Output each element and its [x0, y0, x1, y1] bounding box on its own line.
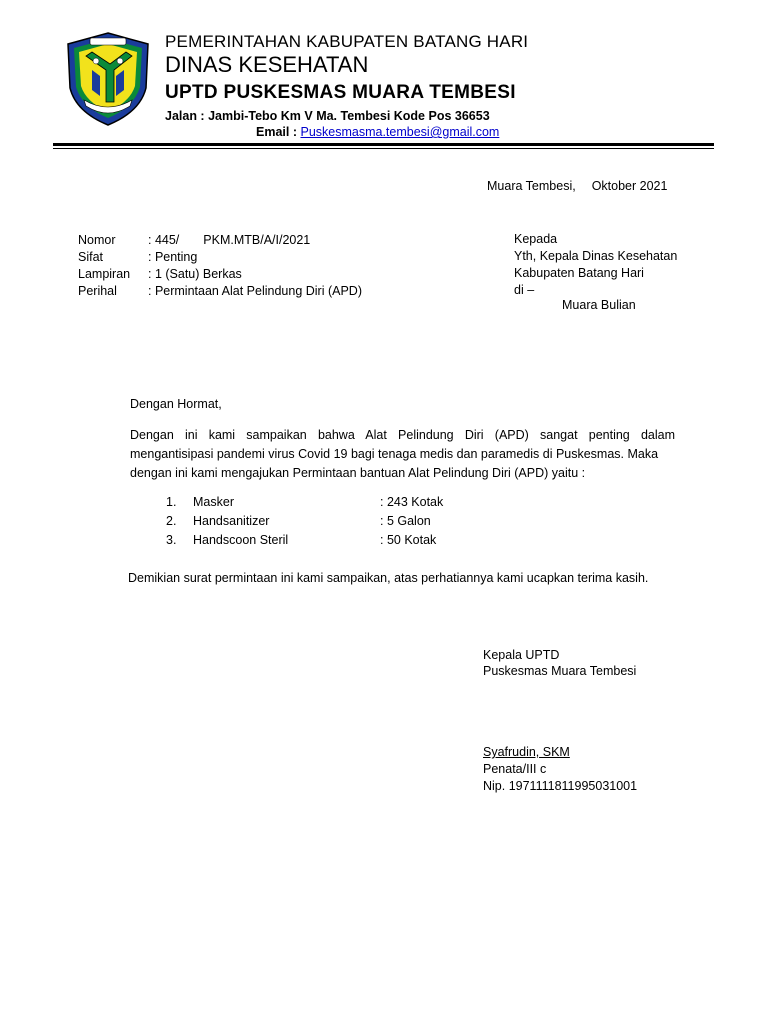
item-name: Masker	[193, 495, 234, 509]
letterhead-government: PEMERINTAHAN KABUPATEN BATANG HARI	[165, 32, 529, 51]
letterhead-rule-thin	[53, 148, 714, 149]
paragraph-last-line: dengan ini kami mengajukan Permintaan bantuan Alat Pelindung Diri (APD) yaitu :	[130, 466, 586, 480]
meta-value-sifat: : Penting	[148, 250, 198, 264]
meta-value-perihal: : Permintaan Alat Pelindung Diri (APD)	[148, 284, 362, 298]
batang-hari-regency-emblem-icon	[62, 30, 154, 128]
meta-label-perihal: Perihal	[78, 284, 117, 298]
item-number: 1.	[166, 495, 177, 509]
meta-label-nomor: Nomor	[78, 233, 116, 247]
signatory-name: Syafrudin, SKM	[483, 745, 570, 759]
item-number: 2.	[166, 514, 177, 528]
letterhead-rule-thick	[53, 143, 714, 146]
recipient-line: di –	[514, 283, 535, 297]
letterhead-department: DINAS KESEHATAN	[165, 52, 369, 77]
recipient-line: Kabupaten Batang Hari	[514, 266, 644, 280]
salutation: Dengan Hormat,	[130, 397, 222, 411]
item-name: Handscoon Steril	[193, 533, 289, 547]
item-quantity: : 5 Galon	[380, 514, 431, 528]
meta-value-lampiran: : 1 (Satu) Berkas	[148, 267, 242, 281]
email-label: Email :	[256, 125, 297, 139]
date-month-year: Oktober 2021	[591, 179, 668, 193]
nomor-reference: PKM.MTB/A/I/2021	[203, 233, 311, 247]
body-paragraph	[130, 426, 675, 483]
signatory-title: Kepala UPTD	[483, 648, 560, 662]
meta-value-nomor	[148, 233, 310, 247]
item-number: 3.	[166, 533, 177, 547]
paragraph-main: Dengan ini kami sampaikan bahwa Alat Pelindung Diri (APD) sangat penting dalam mengantisipasi pandemi virus Covid 19 bagi tenaga medis dan paramedis di Puskesmas. Maka	[130, 428, 675, 461]
item-quantity: : 243 Kotak	[380, 495, 444, 509]
email-link[interactable]: Puskesmasma.tembesi@gmail.com	[300, 125, 500, 139]
letterhead-email-line	[256, 125, 499, 139]
signatory-nip: Nip. 1971111811995031001	[483, 779, 638, 793]
letterhead-address: Jalan : Jambi-Tebo Km V Ma. Tembesi Kode Pos 36653	[165, 109, 490, 123]
nomor-value: : 445/	[148, 233, 180, 247]
meta-label-sifat: Sifat	[78, 250, 104, 264]
recipient-line: Kepada	[514, 232, 558, 246]
item-quantity: : 50 Kotak	[380, 533, 437, 547]
letterhead-unit: UPTD PUSKESMAS MUARA TEMBESI	[165, 82, 516, 103]
signatory-rank: Penata/III c	[483, 762, 547, 776]
item-name: Handsanitizer	[193, 514, 270, 528]
meta-label-lampiran: Lampiran	[78, 267, 131, 281]
closing-sentence: Demikian surat permintaan ini kami sampaikan, atas perhatiannya kami ucapkan terima kasih.	[128, 571, 649, 585]
recipient-line: Yth, Kepala Dinas Kesehatan	[514, 249, 678, 263]
recipient-city: Muara Bulian	[562, 298, 636, 312]
signatory-institution: Puskesmas Muara Tembesi	[483, 664, 637, 678]
date-place: Muara Tembesi,	[487, 179, 576, 193]
letter-date	[487, 179, 667, 193]
